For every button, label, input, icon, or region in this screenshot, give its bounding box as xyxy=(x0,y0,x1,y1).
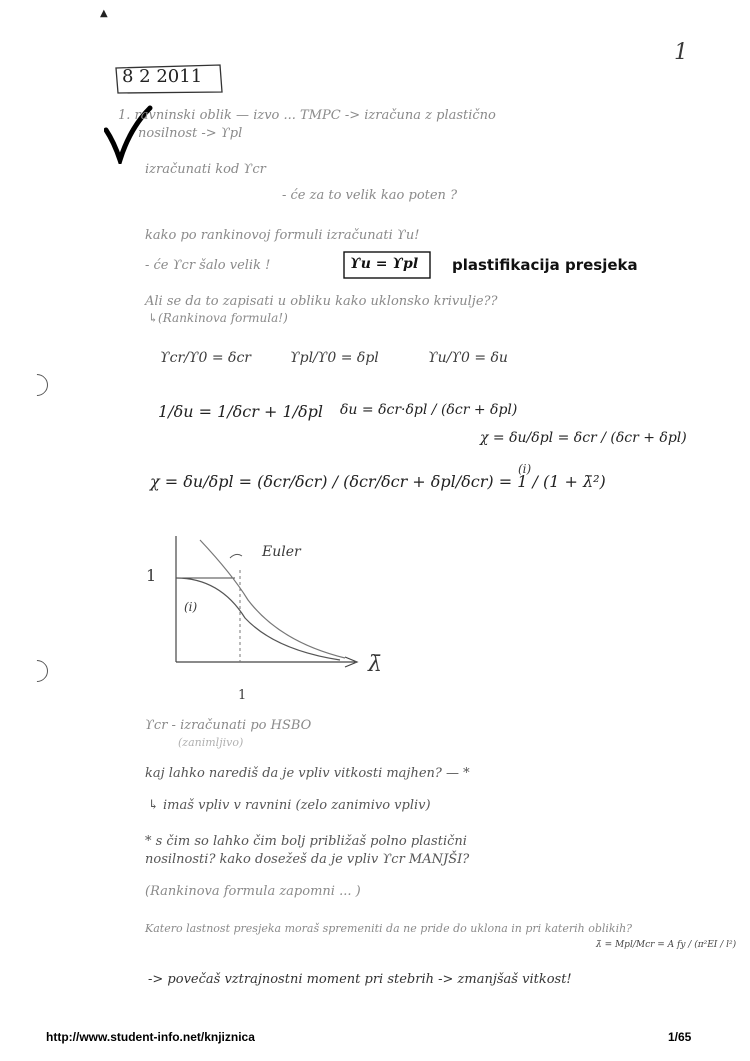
boxed-formula: ϒu = ϒpl xyxy=(350,256,419,272)
graph-y-one: 1 xyxy=(146,566,157,585)
formula-label-i: (i) xyxy=(518,462,532,476)
line-5: kako po rankinovoj formuli izračunati ϒu! xyxy=(145,228,420,243)
line-27: ↳ imaš vpliv v ravnini (zelo zanimivo vpliv) xyxy=(148,798,431,813)
rankine-curve xyxy=(176,578,340,660)
graph-x-one: 1 xyxy=(238,688,247,703)
formula-reciprocal: 1/δu = 1/δcr + 1/δpl xyxy=(158,402,324,421)
punch-hole-upper xyxy=(21,369,52,400)
graph-curve-label: (i) xyxy=(184,600,198,614)
date: 8 2 2011 xyxy=(122,66,203,87)
line-9: Ali se da to zapisati u obliku kako uklonsko krivulje?? xyxy=(145,294,498,309)
line-25: (zanimljivo) xyxy=(178,736,244,749)
ratio-u: ϒu/ϒ0 = δu xyxy=(428,350,508,366)
formula-delta-u: δu = δcr·δpl / (δcr + δpl) xyxy=(340,402,518,418)
formula-chi-1: χ = δu/δpl = δcr / (δcr + δpl) xyxy=(480,430,687,446)
page-number-corner: 1 xyxy=(674,40,688,65)
footer-url: http://www.student-info.net/knjiznica xyxy=(46,1030,255,1044)
line-29: nosilnosti? kako dosežeš da je vpliv ϒcr MANJŠI? xyxy=(145,852,470,867)
footer-page: 1/65 xyxy=(668,1030,692,1044)
plastification-note: plastifikacija presjeka xyxy=(452,256,638,274)
line-6: - će ϒcr šalo velik ! xyxy=(145,258,271,273)
ratio-cr: ϒcr/ϒ0 = δcr xyxy=(160,350,251,366)
line-3: izračunati kod ϒcr xyxy=(145,162,266,177)
punch-hole-lower xyxy=(21,655,52,686)
line-4: - će za to velik kao poten ? xyxy=(282,188,458,203)
ratio-pl: ϒpl/ϒ0 = δpl xyxy=(290,350,379,366)
line-1: 1. ravninski oblik — izvo ... TMPC -> izračuna z plastično xyxy=(118,108,496,123)
euler-pointer xyxy=(230,554,242,558)
line-24: ϒcr - izračunati po HSBO xyxy=(145,718,312,733)
formula-lambda: λ̄ = Mpl/Mcr = A fy / (π²EI / l²) xyxy=(596,940,737,950)
corner-mark: ▲ xyxy=(100,8,108,19)
graph-x-label: λ̄ xyxy=(368,652,382,677)
line-31: Katero lastnost presjeka moraš spremeniti da ne pride do uklona in pri katerih oblikih? xyxy=(145,922,633,935)
formula-chi-2: χ = δu/δpl = (δcr/δcr) / (δcr/δcr + δpl/δcr) = 1 / (1 + λ̄²) xyxy=(150,472,606,491)
euler-label: Euler xyxy=(262,544,301,560)
line-30: (Rankinova formula zapomni ... ) xyxy=(145,884,361,899)
line-26: kaj lahko narediš da je vpliv vitkosti majhen? — * xyxy=(145,766,470,781)
line-33: -> povečaš vztrajnostni moment pri stebrih -> zmanjšaš vitkost! xyxy=(148,972,572,987)
line-2: nosilnost -> ϒpl xyxy=(138,126,243,141)
line-10: ↳(Rankinova formula!) xyxy=(148,311,288,325)
line-28: * s čim so lahko čim bolj približaš polno plastični xyxy=(145,834,467,849)
